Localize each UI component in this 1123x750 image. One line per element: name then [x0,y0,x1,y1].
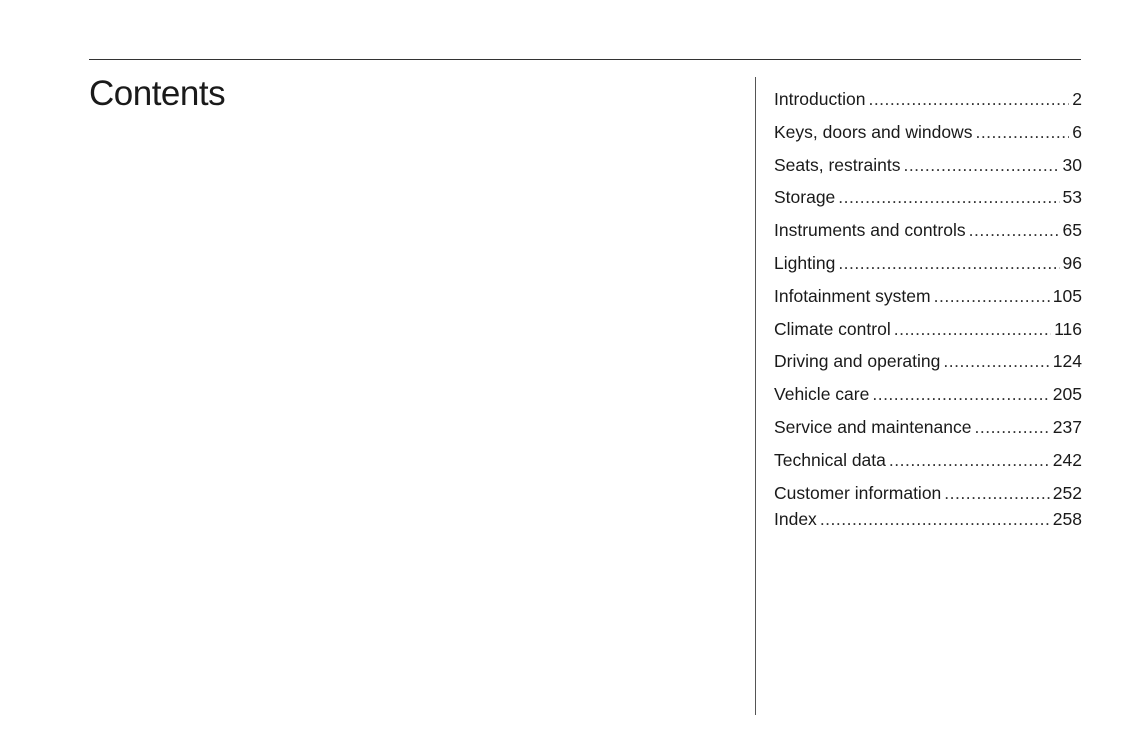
toc-entry-climate-control[interactable] [774,317,1082,350]
toc-entry-label: Index [774,508,817,529]
toc-entry-page-number: 205 [1052,384,1082,405]
toc-entry-page-number: 2 [1072,89,1082,109]
dot-leader [838,185,1059,209]
dot-leader [934,284,1050,308]
toc-entry-index[interactable] [774,507,1082,540]
toc-entry-service-maintenance[interactable] [774,415,1082,448]
toc-entry-page-number: 242 [1052,449,1082,470]
toc-entry-label: Infotainment system [774,285,931,306]
column-divider [755,77,756,715]
toc-entry-page-number: 6 [1072,121,1082,142]
dot-leader [868,87,1069,111]
table-of-contents [774,87,1082,539]
toc-entry-page-number: 252 [1052,482,1082,503]
toc-entry-page-number: 105 [1052,285,1082,306]
toc-entry-infotainment-system[interactable] [774,284,1082,317]
toc-entry-label: Technical data [774,449,886,470]
toc-entry-label: Lighting [774,252,836,273]
dot-leader [975,120,1069,144]
toc-entry-label: Keys, doors and windows [774,121,973,142]
toc-entry-page-number: 65 [1062,220,1082,241]
toc-entry-technical-data[interactable] [774,448,1082,481]
toc-entry-keys-doors-windows[interactable] [774,120,1082,153]
toc-entry-page-number: 116 [1054,318,1082,339]
toc-entry-page-number: 258 [1052,508,1082,529]
toc-entry-page-number: 96 [1062,252,1082,273]
dot-leader [872,382,1049,406]
toc-entry-label: Introduction [774,89,866,109]
dot-leader [894,317,1051,341]
dot-leader [820,507,1050,531]
dot-leader [943,349,1049,373]
toc-entry-vehicle-care[interactable] [774,382,1082,415]
toc-entry-introduction[interactable] [774,87,1082,120]
dot-leader [903,153,1059,177]
toc-entry-label: Climate control [774,318,891,339]
header-rule [89,59,1081,60]
dot-leader [944,481,1050,505]
toc-entry-storage[interactable] [774,185,1082,218]
dot-leader [974,415,1049,439]
toc-entry-label: Instruments and controls [774,220,966,241]
page-title: Contents [89,74,226,113]
toc-entry-driving-operating[interactable] [774,349,1082,382]
toc-entry-instruments-controls[interactable] [774,218,1082,251]
toc-entry-page-number: 124 [1052,351,1082,372]
toc-entry-label: Service and maintenance [774,416,972,437]
toc-entry-lighting[interactable] [774,251,1082,284]
toc-entry-label: Driving and operating [774,351,941,372]
toc-entry-label: Customer information [774,482,942,503]
dot-leader [969,218,1060,242]
toc-entry-label: Storage [774,187,836,208]
toc-entry-page-number: 53 [1062,187,1082,208]
toc-entry-label: Vehicle care [774,384,870,405]
toc-entry-label: Seats, restraints [774,154,901,175]
toc-entry-customer-information[interactable] [774,481,1082,507]
toc-entry-seats-restraints[interactable] [774,153,1082,186]
toc-entry-page-number: 237 [1052,416,1082,437]
toc-entry-page-number: 30 [1062,154,1082,175]
dot-leader [838,251,1059,275]
dot-leader [889,448,1050,472]
